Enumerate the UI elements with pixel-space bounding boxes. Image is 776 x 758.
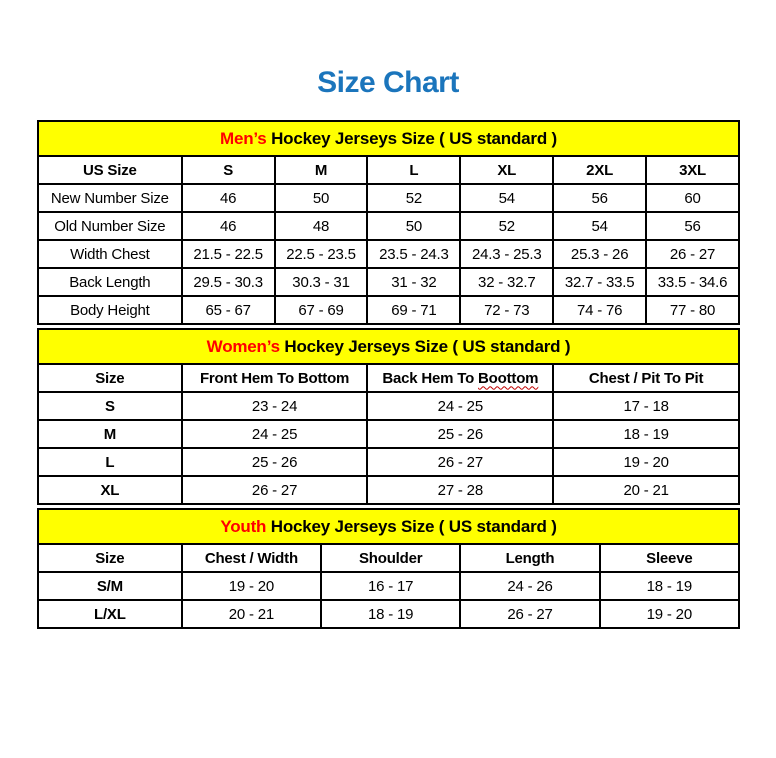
table-cell: 25.3 - 26: [553, 240, 646, 268]
banner-row: [38, 121, 739, 156]
mens-banner: [38, 121, 739, 156]
table-cell: 25 - 26: [182, 448, 368, 476]
row-label: Old Number Size: [38, 212, 182, 240]
banner-highlight: Men’s: [220, 128, 267, 148]
table-row: [38, 600, 739, 628]
table-cell: 50: [275, 184, 368, 212]
table-row: [38, 392, 739, 420]
table-cell: 19 - 20: [600, 600, 739, 628]
table-cell: 26 - 27: [460, 600, 599, 628]
table-cell: 20 - 21: [182, 600, 321, 628]
table-cell: 31 - 32: [367, 268, 460, 296]
header-row: [38, 544, 739, 572]
table-row: [38, 420, 739, 448]
column-header: Length: [460, 544, 599, 572]
banner-highlight: Women’s: [206, 336, 280, 356]
table-cell: 24 - 25: [182, 420, 368, 448]
table-cell: 25 - 26: [367, 420, 553, 448]
column-header: Front Hem To Bottom: [182, 364, 368, 392]
table-cell: 56: [646, 212, 739, 240]
table-cell: 17 - 18: [553, 392, 739, 420]
table-cell: 23 - 24: [182, 392, 368, 420]
banner-row: [38, 329, 739, 364]
youth-banner: [38, 509, 739, 544]
row-label: S/M: [38, 572, 182, 600]
table-cell: 20 - 21: [553, 476, 739, 504]
table-cell: 60: [646, 184, 739, 212]
table-cell: 24 - 25: [367, 392, 553, 420]
table-cell: 54: [460, 184, 553, 212]
table-row: [38, 184, 739, 212]
table-cell: 26 - 27: [182, 476, 368, 504]
table-cell: 18 - 19: [321, 600, 460, 628]
misspelled-word: Boottom: [478, 369, 539, 387]
table-row: [38, 212, 739, 240]
header-row: [38, 156, 739, 184]
column-header: XL: [460, 156, 553, 184]
table-cell: 46: [182, 184, 275, 212]
table-row: [38, 476, 739, 504]
table-cell: 29.5 - 30.3: [182, 268, 275, 296]
page-title: Size Chart: [317, 66, 459, 99]
size-table-youth: [37, 508, 740, 629]
row-label: S: [38, 392, 182, 420]
table-cell: 67 - 69: [275, 296, 368, 324]
size-table-mens: [37, 120, 740, 325]
table-cell: 21.5 - 22.5: [182, 240, 275, 268]
size-tables: [37, 120, 740, 629]
table-cell: 33.5 - 34.6: [646, 268, 739, 296]
table-row: [38, 296, 739, 324]
banner-row: [38, 509, 739, 544]
table-cell: 16 - 17: [321, 572, 460, 600]
table-cell: 22.5 - 23.5: [275, 240, 368, 268]
column-header: Size: [38, 364, 182, 392]
table-cell: 24.3 - 25.3: [460, 240, 553, 268]
table-cell: 26 - 27: [646, 240, 739, 268]
table-cell: 18 - 19: [600, 572, 739, 600]
table-cell: 48: [275, 212, 368, 240]
row-label: XL: [38, 476, 182, 504]
table-cell: 56: [553, 184, 646, 212]
womens-banner: [38, 329, 739, 364]
banner-text: Hockey Jerseys Size ( US standard ): [266, 128, 557, 148]
column-header: [367, 364, 553, 392]
table-cell: 19 - 20: [182, 572, 321, 600]
row-label: Width Chest: [38, 240, 182, 268]
table-cell: 27 - 28: [367, 476, 553, 504]
column-header: Sleeve: [600, 544, 739, 572]
table-cell: 46: [182, 212, 275, 240]
row-label: M: [38, 420, 182, 448]
table-row: [38, 268, 739, 296]
column-header: US Size: [38, 156, 182, 184]
table-cell: 24 - 26: [460, 572, 599, 600]
table-cell: 54: [553, 212, 646, 240]
column-header: Shoulder: [321, 544, 460, 572]
size-table-womens: [37, 328, 740, 505]
table-cell: 50: [367, 212, 460, 240]
table-row: [38, 240, 739, 268]
table-cell: 65 - 67: [182, 296, 275, 324]
row-label: L: [38, 448, 182, 476]
table-cell: 74 - 76: [553, 296, 646, 324]
table-cell: 52: [367, 184, 460, 212]
size-chart-page: [0, 66, 776, 629]
table-cell: 77 - 80: [646, 296, 739, 324]
row-label: Back Length: [38, 268, 182, 296]
column-header: Chest / Pit To Pit: [553, 364, 739, 392]
column-header: Chest / Width: [182, 544, 321, 572]
banner-highlight: Youth: [220, 516, 267, 536]
table-cell: 32 - 32.7: [460, 268, 553, 296]
column-header: 2XL: [553, 156, 646, 184]
table-row: [38, 572, 739, 600]
column-header: 3XL: [646, 156, 739, 184]
banner-text: Hockey Jerseys Size ( US standard ): [279, 336, 571, 356]
table-cell: 26 - 27: [367, 448, 553, 476]
table-row: [38, 448, 739, 476]
table-cell: 52: [460, 212, 553, 240]
table-cell: 19 - 20: [553, 448, 739, 476]
table-cell: 18 - 19: [553, 420, 739, 448]
table-cell: 30.3 - 31: [275, 268, 368, 296]
row-label: New Number Size: [38, 184, 182, 212]
column-header: L: [367, 156, 460, 184]
table-cell: 23.5 - 24.3: [367, 240, 460, 268]
column-header: Size: [38, 544, 182, 572]
row-label: L/XL: [38, 600, 182, 628]
column-header: M: [275, 156, 368, 184]
table-cell: 72 - 73: [460, 296, 553, 324]
header-row: [38, 364, 739, 392]
column-header-text: Back Hem To: [382, 369, 479, 387]
table-cell: 32.7 - 33.5: [553, 268, 646, 296]
banner-text: Hockey Jerseys Size ( US standard ): [266, 516, 557, 536]
column-header: S: [182, 156, 275, 184]
table-cell: 69 - 71: [367, 296, 460, 324]
row-label: Body Height: [38, 296, 182, 324]
